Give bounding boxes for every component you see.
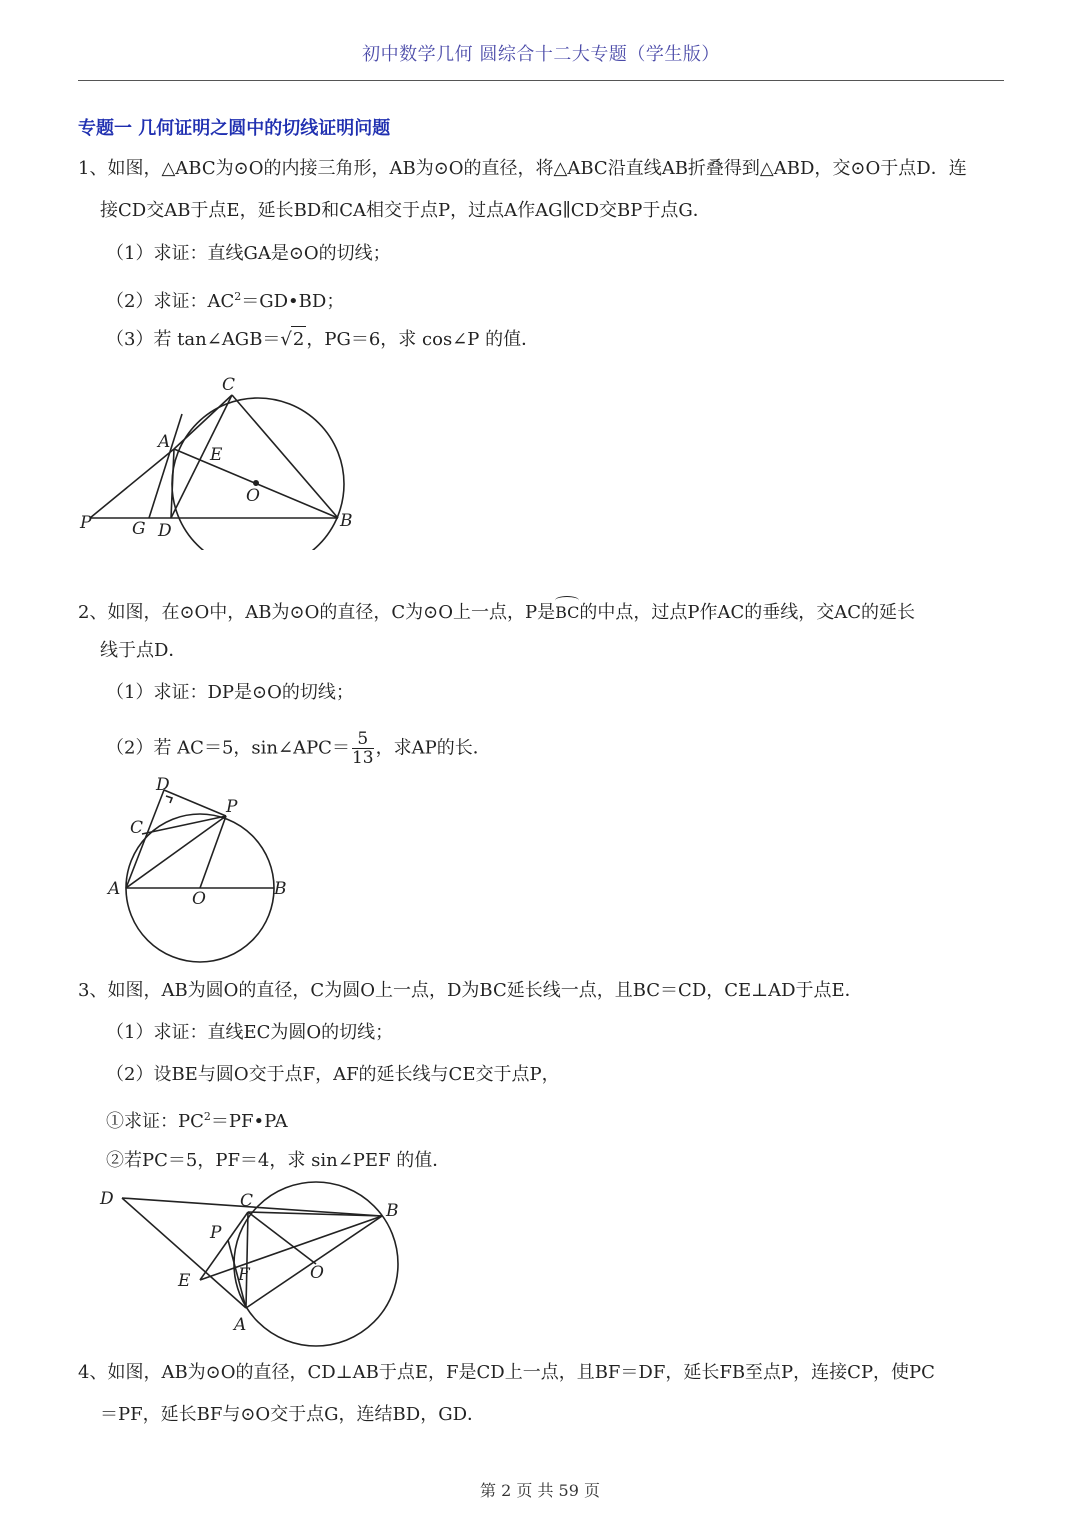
fraction: $\frac{5}{13}$ <box>351 729 374 768</box>
problem-3-figure <box>90 1180 410 1350</box>
label-a: A <box>234 1315 247 1335</box>
page-footer: 第 2 页 共 59 页 <box>480 1481 600 1500</box>
label-e: E <box>210 445 223 465</box>
problem-3-subquestion-2: ②若PC＝5，PF＝4，求 sin∠PEF 的值． <box>106 1150 451 1171</box>
problem-1-line-2: 接CD交AB于点E，延长BD和CA相交于点P，过点A作AG∥CD交BP于点G． <box>100 200 711 221</box>
label-g: G <box>132 519 146 539</box>
label-p: P <box>226 797 238 817</box>
header-rule <box>78 80 1004 81</box>
segment-eb <box>200 1216 382 1280</box>
segment-co <box>248 1212 316 1264</box>
label-c: C <box>130 818 144 838</box>
problem-3-line-1: 3、如图，AB为圆O的直径，C为圆O上一点，D为BC延长线一点，且BC＝CD，CE⊥AD于点E． <box>78 980 863 1001</box>
problem-1-question-1: （1）求证：直线GA是⊙O的切线； <box>106 243 391 264</box>
label-p: P <box>80 513 92 533</box>
segment-op <box>200 816 226 888</box>
label-p: P <box>210 1223 222 1243</box>
segment-da <box>122 1198 246 1308</box>
problem-3-question-1: （1）求证：直线EC为圆O的切线； <box>106 1022 394 1043</box>
problem-1-question-3: （3）若 tan∠AGB＝√2 ，PG＝6，求 cos∠P 的值． <box>106 326 539 353</box>
arc-bc: BC <box>555 596 579 626</box>
label-b: B <box>274 879 287 899</box>
label-a: A <box>108 879 121 899</box>
sqrt-value: 2 <box>291 326 306 353</box>
label-d: D <box>100 1189 114 1209</box>
label-c: C <box>240 1191 254 1211</box>
problem-4-line-2: ＝PF，延长BF与⊙O交于点G，连结BD，GD． <box>100 1404 486 1425</box>
problem-4-line-1: 4、如图，AB为⊙O的直径，CD⊥AB于点E，F是CD上一点，且BF＝DF，延长FB至点P，连接CP，使PC <box>78 1362 935 1383</box>
problem-3-subquestion-1: ①求证：$PC^2=PF•PA$ <box>106 1110 288 1132</box>
label-c: C <box>222 375 236 395</box>
label-f: F <box>238 1265 250 1285</box>
label-o: O <box>246 486 260 506</box>
problem-2-question-1: （1）求证：DP是⊙O的切线； <box>106 682 354 703</box>
segment-ac <box>174 395 232 449</box>
label-b: B <box>386 1201 399 1221</box>
label-b: B <box>340 511 353 531</box>
problem-2-figure <box>100 770 300 970</box>
right-angle-mark <box>166 796 172 803</box>
section-title: 专题一 几何证明之圆中的切线证明问题 <box>78 118 391 139</box>
problem-2-line-2: 线于点D． <box>100 640 187 661</box>
label-a: A <box>158 432 171 452</box>
segment-cd <box>171 395 232 518</box>
page-header: 初中数学几何 圆综合十二大专题（学生版） <box>362 44 720 65</box>
problem-1-figure <box>70 370 370 550</box>
segment-da <box>126 790 164 888</box>
problem-3-question-2: （2）设BE与圆O交于点F，AF的延长线与CE交于点P， <box>106 1064 560 1085</box>
circle-o <box>172 398 344 550</box>
problem-2-line-1: 2、如图，在⊙O中，AB为⊙O的直径，C为⊙O上一点，P是BC的中点，过点P作AC的垂线，交AC的延长 <box>78 596 1008 626</box>
problem-1-line-1: 1、如图，△ABC为⊙O的内接三角形，AB为⊙O的直径，将△ABC沿直线AB折叠得到△ABD，交⊙O于点D．连 <box>78 158 967 179</box>
segment-pa <box>90 449 174 518</box>
label-o: O <box>310 1263 324 1283</box>
segment-dp <box>164 790 226 816</box>
label-e: E <box>178 1271 191 1291</box>
segment-ca <box>246 1212 248 1308</box>
label-d: D <box>158 521 172 541</box>
problem-2-question-2: （2）若 AC＝5，sin∠APC＝ $\frac{5}{13}$ ，求AP的长． <box>106 729 491 768</box>
label-d: D <box>156 775 170 795</box>
problem-1-question-2: （2）求证：$AC^2=GD•BD$； <box>106 290 345 312</box>
label-o: O <box>192 889 206 909</box>
